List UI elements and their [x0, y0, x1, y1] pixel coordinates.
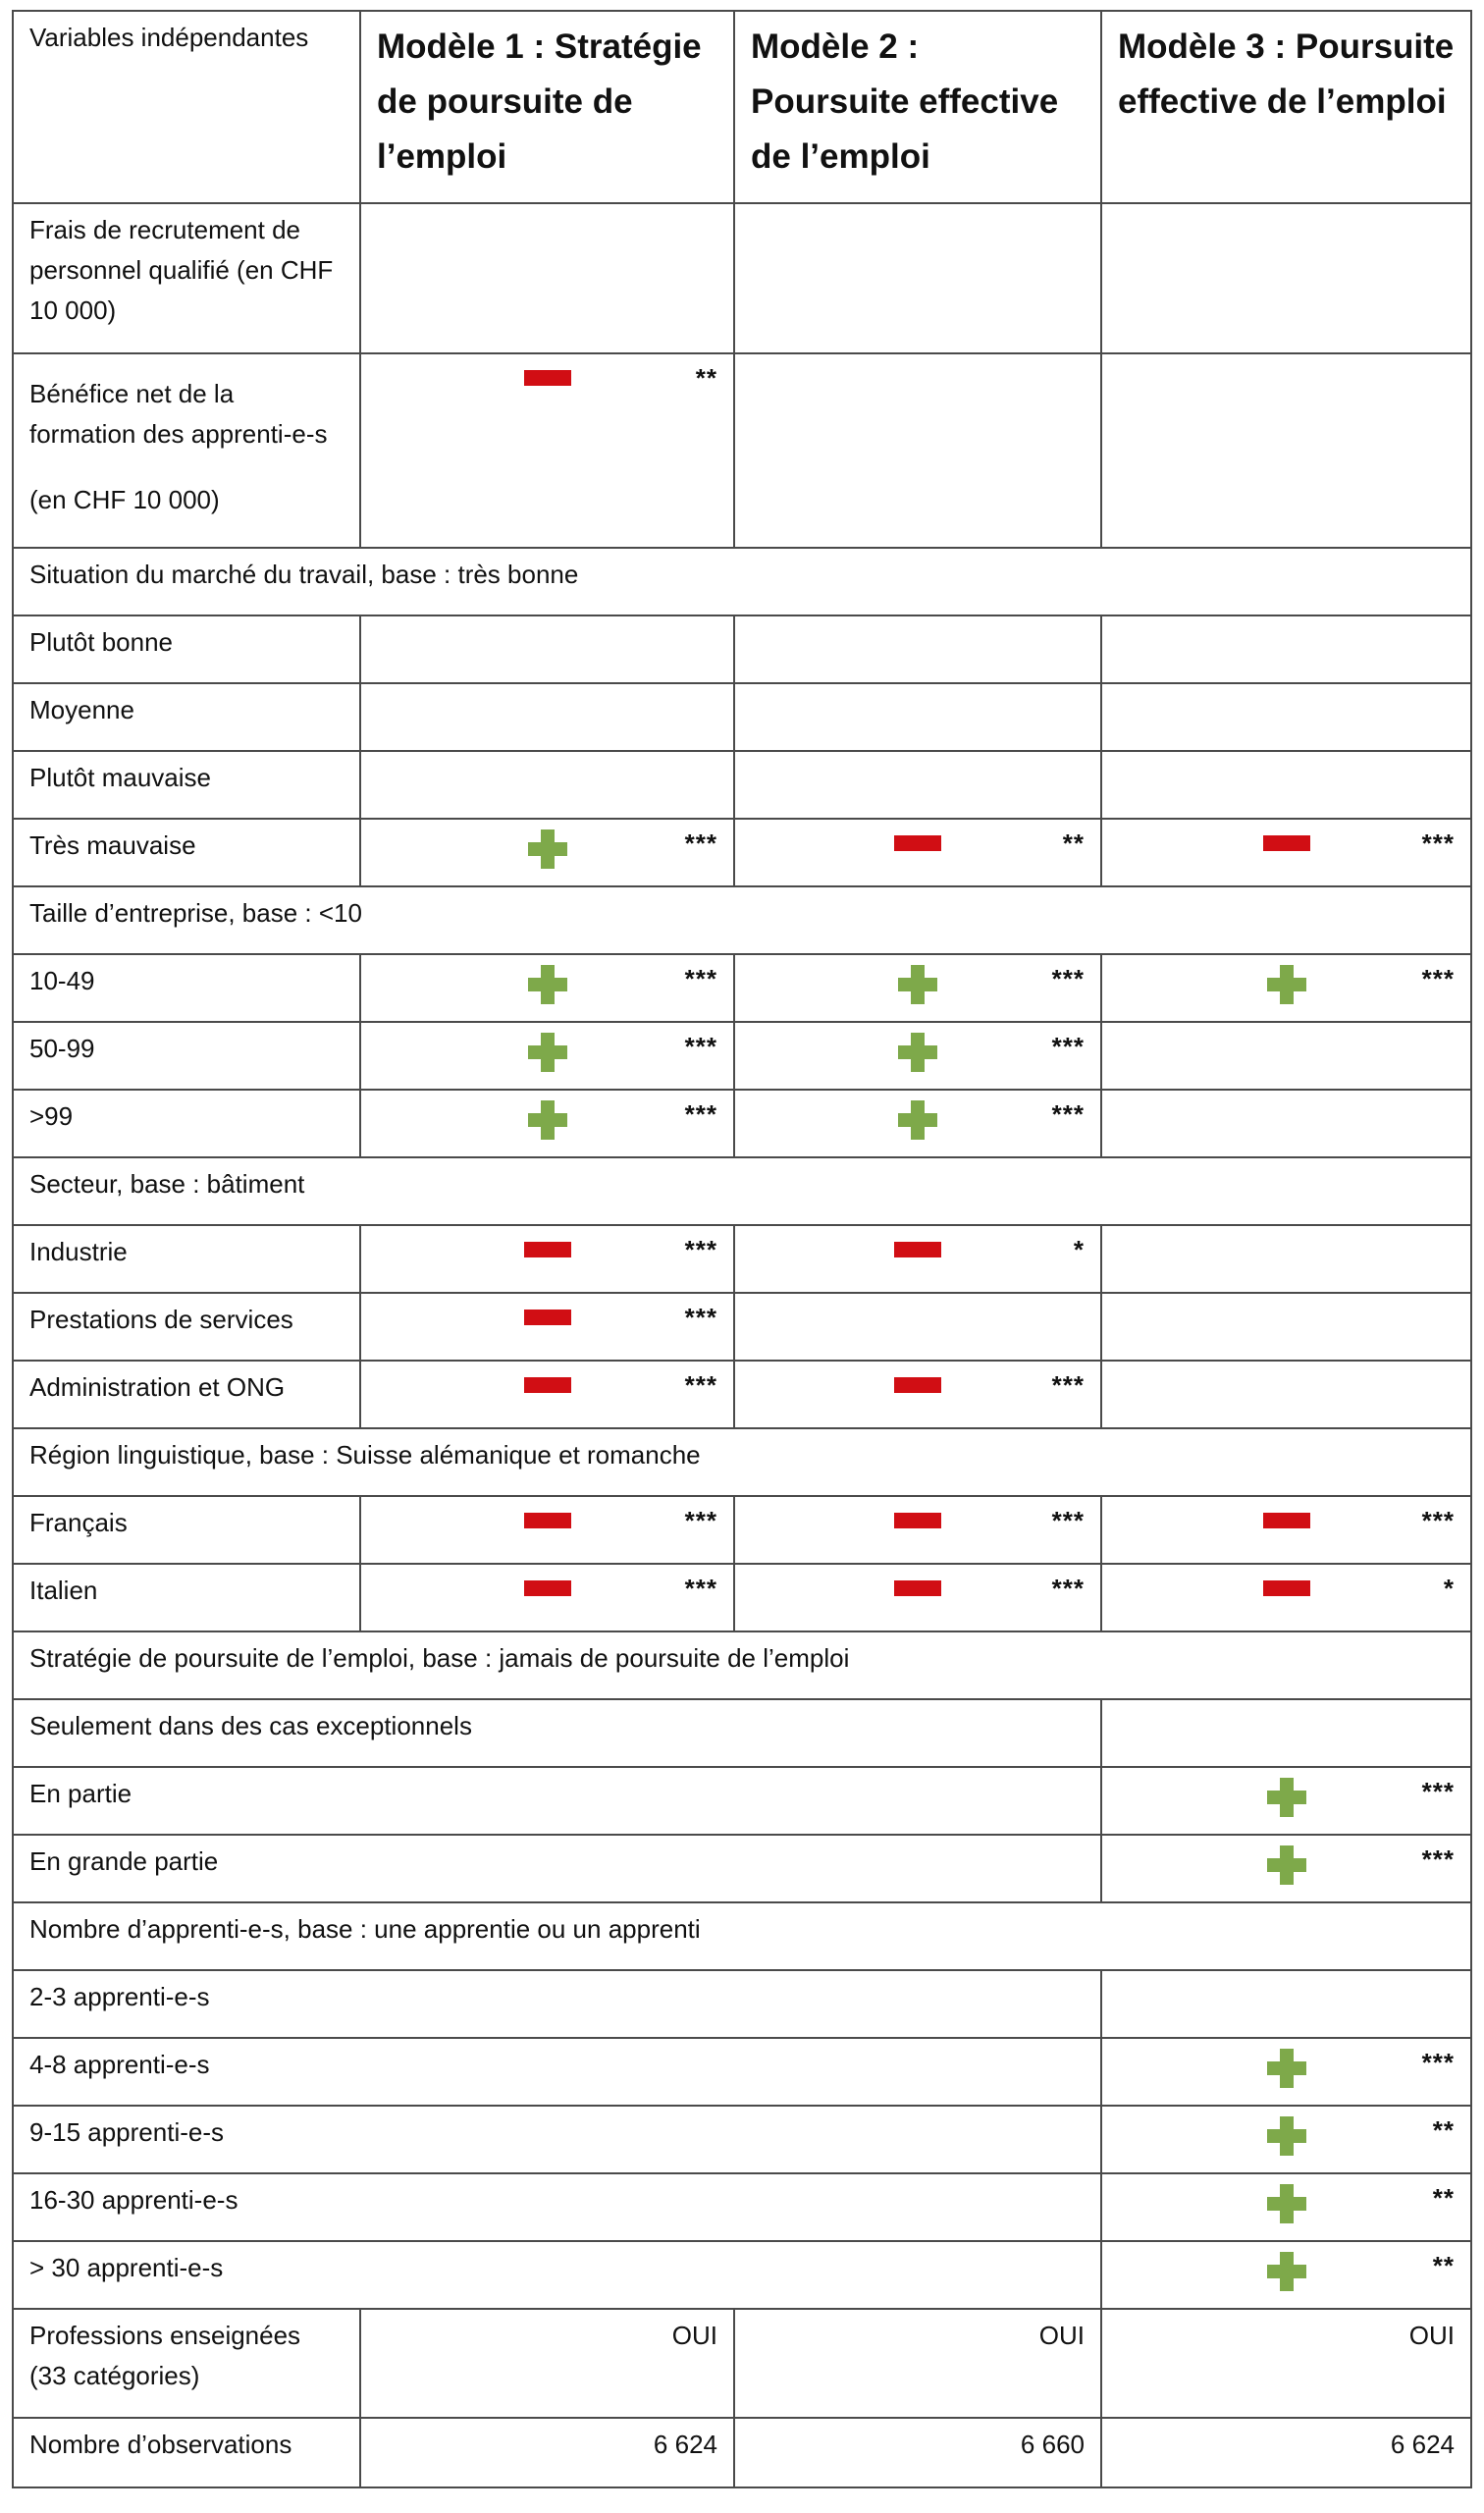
negative-effect-icon [524, 1310, 571, 1325]
row-label: Nombre d’observations [13, 2418, 360, 2487]
row-10-49 [13, 954, 1471, 1022]
row-16-30-apprentis [13, 2173, 1471, 2241]
cell-m3 [1101, 1767, 1471, 1835]
row-label: Plutôt bonne [13, 615, 360, 683]
row-tres-mauvaise [13, 819, 1471, 886]
cell-m3 [1101, 2418, 1471, 2487]
positive-effect-icon [1267, 2049, 1306, 2088]
row-administration [13, 1361, 1471, 1428]
significance-stars: ** [1432, 2183, 1455, 2213]
cell-m2 [734, 615, 1101, 683]
cell-m2 [734, 1361, 1101, 1428]
cell-m3 [1101, 1835, 1471, 1902]
cell-m3 [1101, 954, 1471, 1022]
row-label: Plutôt mauvaise [13, 751, 360, 819]
row-label: 50-99 [13, 1022, 360, 1090]
cell-m3 [1101, 2038, 1471, 2106]
cell-m3 [1101, 683, 1471, 751]
significance-stars: *** [1051, 1574, 1085, 1603]
positive-effect-icon [1267, 1778, 1306, 1817]
row-label: 2-3 apprenti-e-s [13, 1970, 1101, 2038]
negative-effect-icon [1263, 1513, 1310, 1528]
cell-m3 [1101, 353, 1471, 548]
cell-m2 [734, 203, 1101, 353]
header-model-2: Modèle 2 : Poursuite effective de l’emploi [734, 11, 1101, 203]
cell-m2 [734, 1564, 1101, 1631]
header-row [13, 11, 1471, 203]
row-professions [13, 2309, 1471, 2418]
row-plutot-bonne [13, 615, 1471, 683]
positive-effect-icon [1267, 2252, 1306, 2291]
row-label: Bénéfice net de la formation des apprenti-e-s [29, 379, 328, 449]
row-50-99 [13, 1022, 1471, 1090]
positive-effect-icon [1267, 1845, 1306, 1885]
cell-m1 [360, 615, 734, 683]
row-over-99 [13, 1090, 1471, 1157]
cell-m1 [360, 1090, 734, 1157]
significance-stars: ** [1432, 2251, 1455, 2280]
row-label: En partie [13, 1767, 1101, 1835]
row-label: Administration et ONG [13, 1361, 360, 1428]
section-title: Nombre d’apprenti-e-s, base : une apprentie ou un apprenti [13, 1902, 1471, 1970]
negative-effect-icon [894, 1377, 941, 1393]
row-exceptionnels [13, 1699, 1471, 1767]
row-label: 16-30 apprenti-e-s [13, 2173, 1101, 2241]
row-label: Très mauvaise [13, 819, 360, 886]
cell-m3 [1101, 751, 1471, 819]
cell-m1 [360, 1022, 734, 1090]
section-title: Région linguistique, base : Suisse alémanique et romanche [13, 1428, 1471, 1496]
significance-stars: ** [695, 363, 717, 393]
positive-effect-icon [528, 965, 567, 1004]
controls-included-value: OUI [1408, 2321, 1455, 2350]
cell-m1 [360, 1225, 734, 1293]
negative-effect-icon [524, 1580, 571, 1596]
observations-count: 6 660 [1020, 2430, 1085, 2459]
row-observations [13, 2418, 1471, 2487]
cell-m3 [1101, 1293, 1471, 1361]
negative-effect-icon [1263, 1580, 1310, 1596]
negative-effect-icon [894, 1242, 941, 1257]
cell-m1 [360, 683, 734, 751]
section-title: Secteur, base : bâtiment [13, 1157, 1471, 1225]
negative-effect-icon [894, 1513, 941, 1528]
cell-m3 [1101, 1496, 1471, 1564]
row-label: Moyenne [13, 683, 360, 751]
row-label: 9-15 apprenti-e-s [13, 2106, 1101, 2173]
cell-m1 [360, 751, 734, 819]
row-9-15-apprentis [13, 2106, 1471, 2173]
cell-m1 [360, 1564, 734, 1631]
positive-effect-icon [1267, 965, 1306, 1004]
row-label: Professions enseignées (33 catégories) [13, 2309, 360, 2418]
cell-m2 [734, 751, 1101, 819]
significance-stars: *** [1051, 1032, 1085, 1061]
significance-stars: *** [684, 1574, 717, 1603]
section-header-marche [13, 548, 1471, 615]
significance-stars: *** [1421, 964, 1455, 993]
positive-effect-icon [528, 1100, 567, 1140]
row-en-partie [13, 1767, 1471, 1835]
significance-stars: *** [684, 1506, 717, 1535]
row-label: > 30 apprenti-e-s [13, 2241, 1101, 2309]
significance-stars: *** [684, 1099, 717, 1129]
regression-results-table [12, 10, 1472, 2488]
positive-effect-icon [528, 829, 567, 869]
cell-m3 [1101, 1970, 1471, 2038]
cell-m3 [1101, 2309, 1471, 2418]
row-label: Italien [13, 1564, 360, 1631]
cell-m3 [1101, 2241, 1471, 2309]
section-header-taille [13, 886, 1471, 954]
significance-stars: *** [684, 829, 717, 858]
row-label: 4-8 apprenti-e-s [13, 2038, 1101, 2106]
cell-m2 [734, 819, 1101, 886]
cell-m2 [734, 1090, 1101, 1157]
positive-effect-icon [898, 965, 937, 1004]
cell-m1 [360, 1496, 734, 1564]
cell-m3 [1101, 819, 1471, 886]
row-4-8-apprentis [13, 2038, 1471, 2106]
cell-m1 [360, 2309, 734, 2418]
cell-m2 [734, 1022, 1101, 1090]
section-title: Stratégie de poursuite de l’emploi, base : jamais de poursuite de l’emploi [13, 1631, 1471, 1699]
cell-m1 [360, 1293, 734, 1361]
negative-effect-icon [894, 1580, 941, 1596]
cell-m2 [734, 954, 1101, 1022]
significance-stars: *** [1051, 964, 1085, 993]
observations-count: 6 624 [653, 2430, 717, 2459]
positive-effect-icon [1267, 2184, 1306, 2223]
row-label: Frais de recrutement de personnel qualifié (en CHF 10 000) [13, 203, 360, 353]
cell-m2 [734, 2418, 1101, 2487]
row-moyenne [13, 683, 1471, 751]
significance-stars: * [1443, 1574, 1455, 1603]
row-over-30-apprentis [13, 2241, 1471, 2309]
row-label-group [13, 353, 360, 548]
significance-stars: *** [684, 1370, 717, 1400]
significance-stars: *** [1051, 1506, 1085, 1535]
section-header-secteur [13, 1157, 1471, 1225]
cell-m3 [1101, 203, 1471, 353]
header-model-3: Modèle 3 : Poursuite effective de l’emploi [1101, 11, 1471, 203]
negative-effect-icon [1263, 835, 1310, 851]
positive-effect-icon [898, 1100, 937, 1140]
row-industrie [13, 1225, 1471, 1293]
cell-m3 [1101, 1022, 1471, 1090]
row-plutot-mauvaise [13, 751, 1471, 819]
cell-m1 [360, 1361, 734, 1428]
positive-effect-icon [898, 1033, 937, 1072]
positive-effect-icon [528, 1033, 567, 1072]
cell-m3 [1101, 2173, 1471, 2241]
section-header-strategie [13, 1631, 1471, 1699]
significance-stars: *** [1051, 1099, 1085, 1129]
row-en-grande-partie [13, 1835, 1471, 1902]
significance-stars: *** [684, 1235, 717, 1264]
cell-m2 [734, 683, 1101, 751]
negative-effect-icon [894, 835, 941, 851]
section-title: Situation du marché du travail, base : très bonne [13, 548, 1471, 615]
significance-stars: * [1073, 1235, 1085, 1264]
row-francais [13, 1496, 1471, 1564]
row-label: Industrie [13, 1225, 360, 1293]
header-independent-variables: Variables indépendantes [13, 11, 360, 203]
cell-m1 [360, 2418, 734, 2487]
cell-m1 [360, 819, 734, 886]
controls-included-value: OUI [1038, 2321, 1085, 2350]
cell-m1 [360, 203, 734, 353]
row-italien [13, 1564, 1471, 1631]
significance-stars: *** [1421, 1777, 1455, 1806]
significance-stars: *** [684, 964, 717, 993]
section-header-nombre-apprentis [13, 1902, 1471, 1970]
cell-m3 [1101, 615, 1471, 683]
cell-m2 [734, 353, 1101, 548]
positive-effect-icon [1267, 2116, 1306, 2156]
significance-stars: *** [1051, 1370, 1085, 1400]
row-prestations [13, 1293, 1471, 1361]
significance-stars: *** [1421, 1845, 1455, 1874]
significance-stars: *** [684, 1032, 717, 1061]
row-label: 10-49 [13, 954, 360, 1022]
cell-m1 [360, 353, 734, 548]
row-label: En grande partie [13, 1835, 1101, 1902]
negative-effect-icon [524, 370, 571, 386]
cell-m2 [734, 1225, 1101, 1293]
cell-m3 [1101, 1564, 1471, 1631]
row-label: Français [13, 1496, 360, 1564]
negative-effect-icon [524, 1513, 571, 1528]
row-label: Prestations de services [13, 1293, 360, 1361]
cell-m3 [1101, 1361, 1471, 1428]
significance-stars: *** [1421, 1506, 1455, 1535]
row-label: Seulement dans des cas exceptionnels [13, 1699, 1101, 1767]
results-table-container [12, 10, 1470, 2488]
cell-m3 [1101, 1225, 1471, 1293]
significance-stars: ** [1432, 2115, 1455, 2145]
header-model-1: Modèle 1 : Stratégie de poursuite de l’emploi [360, 11, 734, 203]
significance-stars: *** [684, 1303, 717, 1332]
observations-count: 6 624 [1390, 2430, 1455, 2459]
negative-effect-icon [524, 1242, 571, 1257]
cell-m2 [734, 2309, 1101, 2418]
cell-m2 [734, 1496, 1101, 1564]
row-benefice-net [13, 353, 1471, 548]
cell-m2 [734, 1293, 1101, 1361]
row-frais-recrutement [13, 203, 1471, 353]
cell-m1 [360, 954, 734, 1022]
negative-effect-icon [524, 1377, 571, 1393]
cell-m3 [1101, 1090, 1471, 1157]
controls-included-value: OUI [671, 2321, 717, 2350]
significance-stars: *** [1421, 2048, 1455, 2077]
section-title: Taille d’entreprise, base : <10 [13, 886, 1471, 954]
cell-m3 [1101, 1699, 1471, 1767]
row-2-3-apprentis [13, 1970, 1471, 2038]
significance-stars: *** [1421, 829, 1455, 858]
cell-m3 [1101, 2106, 1471, 2173]
section-header-region [13, 1428, 1471, 1496]
significance-stars: ** [1062, 829, 1085, 858]
row-label-unit: (en CHF 10 000) [29, 485, 220, 514]
row-label: >99 [13, 1090, 360, 1157]
